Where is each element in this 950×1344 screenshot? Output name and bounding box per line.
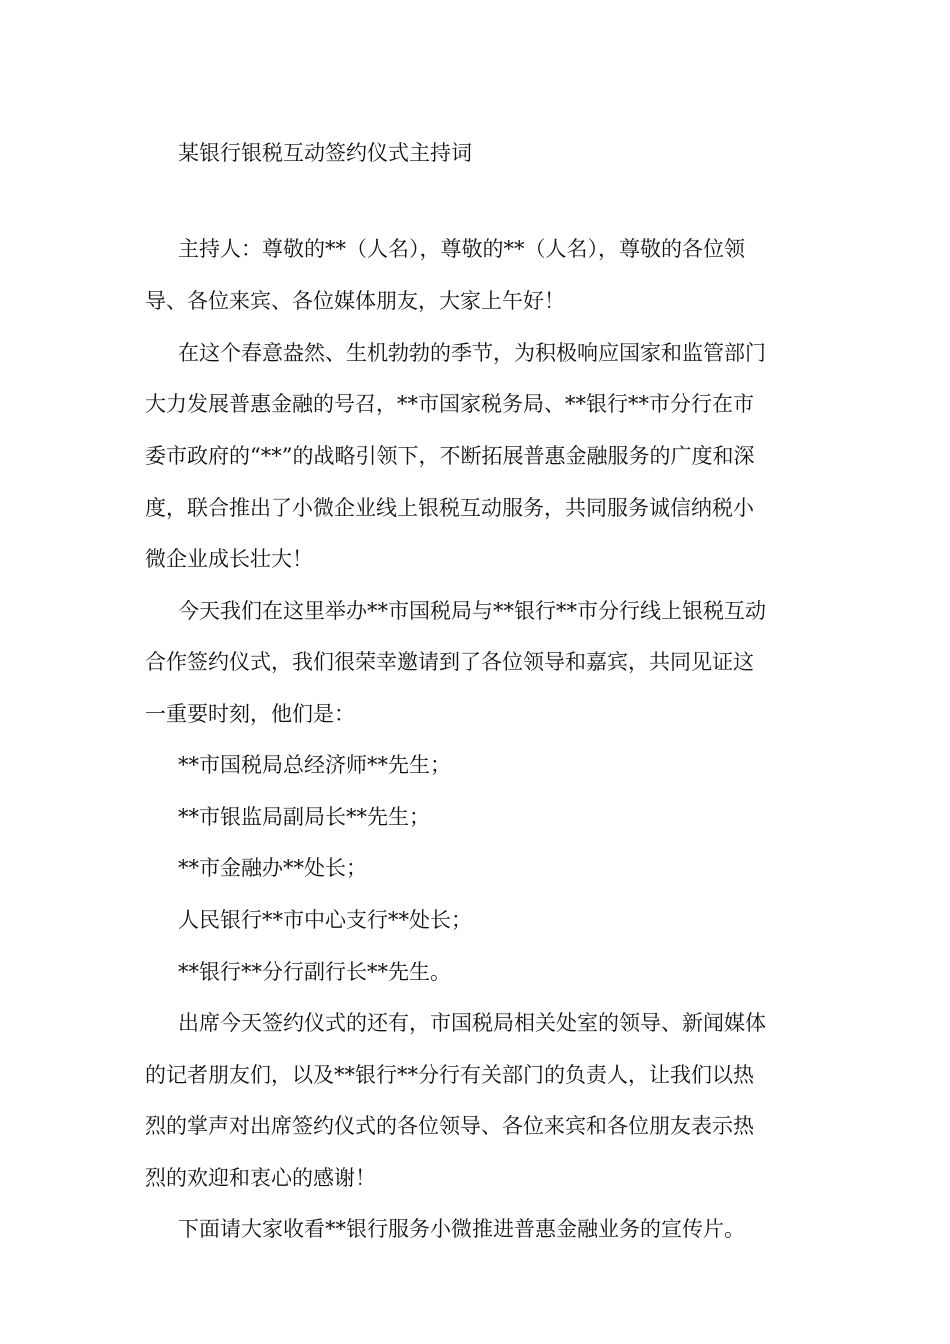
document-title: 某银行银税互动签约仪式主持词 xyxy=(178,141,472,165)
guest-line: **市金融办**处长； xyxy=(178,856,367,880)
paragraph-line: 今天我们在这里举办**市国税局与**银行**市分行线上银税互动 xyxy=(178,599,766,623)
paragraph-line: 在这个春意盎然、生机勃勃的季节，为积极响应国家和监管部门 xyxy=(178,341,766,365)
paragraph-line: 烈的掌声对出席签约仪式的各位领导、各位来宾和各位朋友表示热 xyxy=(145,1114,754,1138)
guest-line: **市银监局副局长**先生； xyxy=(178,805,430,829)
paragraph-line: 导、各位来宾、各位媒体朋友，大家上午好！ xyxy=(145,289,565,313)
guest-line: 人民银行**市中心支行**处长； xyxy=(178,908,472,932)
guest-line: **市国税局总经济师**先生； xyxy=(178,753,451,777)
paragraph-line: 一重要时刻，他们是： xyxy=(145,702,355,726)
paragraph-line: 度，联合推出了小微企业线上银税互动服务，共同服务诚信纳税小 xyxy=(145,496,754,520)
paragraph-line: 大力发展普惠金融的号召，**市国家税务局、**银行**市分行在市 xyxy=(145,392,754,416)
paragraph-line: 委市政府的“**”的战略引领下，不断拓展普惠金融服务的广度和深 xyxy=(145,444,755,468)
paragraph-line: 主持人：尊敬的**（人名），尊敬的**（人名），尊敬的各位领 xyxy=(178,237,745,261)
paragraph-line: 合作签约仪式，我们很荣幸邀请到了各位领导和嘉宾，共同见证这 xyxy=(145,650,754,674)
paragraph-line: 下面请大家收看**银行服务小微推进普惠金融业务的宣传片。 xyxy=(178,1217,745,1241)
guest-line: **银行**分行副行长**先生。 xyxy=(178,960,451,984)
paragraph-line: 烈的欢迎和衷心的感谢！ xyxy=(145,1166,376,1190)
paragraph-line: 微企业成长壮大！ xyxy=(145,547,313,571)
paragraph-line: 的记者朋友们，以及**银行**分行有关部门的负责人，让我们以热 xyxy=(145,1063,754,1087)
paragraph-line: 出席今天签约仪式的还有，市国税局相关处室的领导、新闻媒体 xyxy=(178,1011,766,1035)
